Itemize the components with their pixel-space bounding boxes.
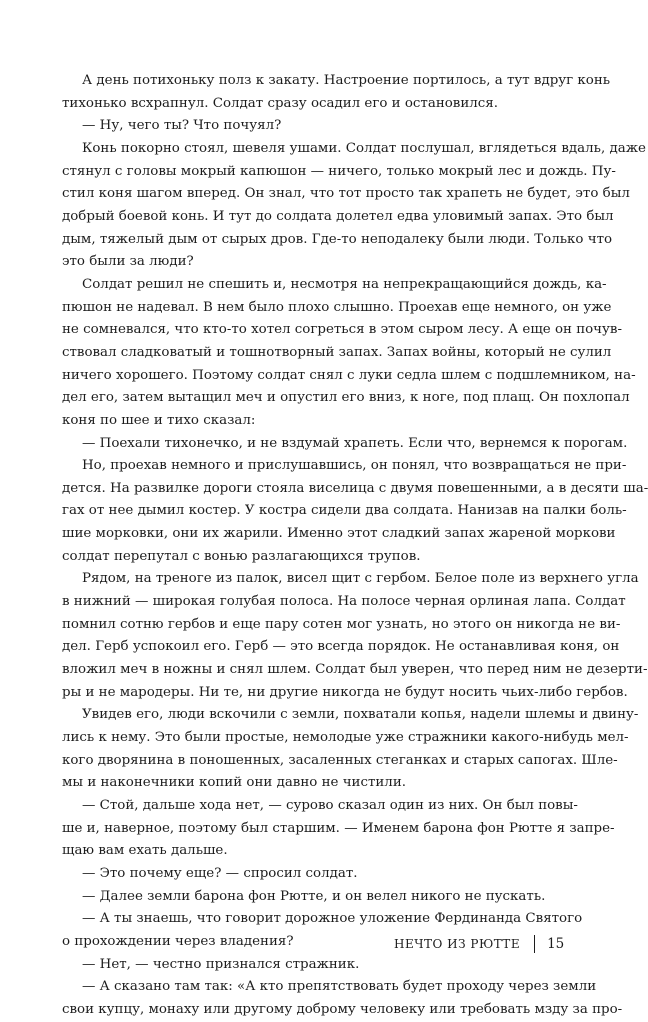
text-line: свои купцу, монаху или другому доброму человеку или требовать мзду за про- bbox=[62, 1001, 623, 1017]
paragraph bbox=[62, 70, 611, 115]
paragraph bbox=[62, 795, 615, 863]
text-line: дел. Герб успокоил его. Герб — это всегда порядок. Не останавливая коня, он bbox=[62, 639, 620, 655]
text-line: шие морковки, они их жарили. Именно этот сладкий запах жареной моркови bbox=[62, 526, 616, 542]
text-line: — А сказано там так: «А кто препятствовать будет проходу через земли bbox=[82, 979, 597, 995]
text-line: помнил сотню гербов и еще пару сотен мог узнать, но этого он никогда не ви- bbox=[62, 616, 621, 632]
text-line: стянул с головы мокрый капюшон — ничего, только мокрый лес и дождь. Пу- bbox=[62, 163, 616, 179]
text-line: тихонько всхрапнул. Солдат сразу осадил его и остановился. bbox=[62, 95, 498, 111]
text-line: это были за люди? bbox=[62, 254, 194, 270]
page-number: 15 bbox=[547, 936, 565, 952]
paragraph bbox=[62, 704, 639, 795]
running-title: НЕЧТО ИЗ РЮТТЕ bbox=[394, 937, 521, 951]
text-line: — Стой, дальше хода нет, — сурово сказал один из них. Он был повы- bbox=[82, 798, 578, 813]
body-text bbox=[62, 70, 648, 1022]
text-line: гах от нее дымил костер. У костра сидели два солдата. Нанизав на палки боль- bbox=[62, 503, 627, 519]
text-line: коня по шее и тихо сказал: bbox=[62, 412, 256, 428]
text-line: Рядом, на треноге из палок, висел щит с гербом. Белое поле из верхнего угла bbox=[82, 571, 639, 587]
paragraph bbox=[62, 568, 648, 704]
text-line: мы и наконечники копий они давно не чистили. bbox=[62, 775, 406, 791]
text-line: Увидев его, люди вскочили с земли, похватали копья, надели шлемы и двину- bbox=[82, 707, 639, 723]
text-line: стил коня шагом вперед. Он знал, что тот просто так храпеть не будет, это был bbox=[62, 186, 630, 202]
paragraph bbox=[62, 954, 572, 977]
footer-separator bbox=[534, 935, 535, 953]
paragraph bbox=[62, 886, 572, 909]
paragraph bbox=[62, 138, 646, 274]
text-line: дым, тяжелый дым от сырых дров. Где-то неподалеку были люди. Только что bbox=[62, 231, 613, 247]
text-line: ше и, наверное, поэтому был старшим. — Именем барона фон Рютте я запре- bbox=[62, 820, 615, 836]
page-footer bbox=[394, 933, 564, 955]
text-line: не сомневался, что кто-то хотел согреться в этом сыром лесу. А еще он почув- bbox=[62, 322, 622, 338]
text-line: Конь покорно стоял, шевеля ушами. Солдат послушал, вглядеться вдаль, даже bbox=[82, 140, 646, 156]
text-line: — А ты знаешь, что говорит дорожное уложение Фердинанда Святого bbox=[82, 911, 583, 927]
paragraph bbox=[62, 274, 636, 433]
text-line: А день потихоньку полз к закату. Настроение портилось, а тут вдруг конь bbox=[82, 73, 611, 88]
text-line: добрый боевой конь. И тут до солдата долетел едва уловимый запах. Это был bbox=[62, 208, 614, 224]
text-line: Солдат решил не спешить и, несмотря на непрекращающийся дождь, ка- bbox=[82, 276, 607, 292]
text-line: — Это почему еще? — спросил солдат. bbox=[82, 865, 358, 881]
text-line: дел его, затем вытащил меч и опустил его вниз, к ноге, под плащ. Он похлопал bbox=[62, 390, 630, 406]
text-line: — Нет, — честно признался стражник. bbox=[82, 956, 360, 972]
text-line: солдат перепутал с вонью разлагающихся трупов. bbox=[62, 548, 421, 564]
text-line: лись к нему. Это были простые, немолодые уже стражники какого-нибудь мел- bbox=[62, 730, 629, 746]
text-line: в нижний — широкая голубая полоса. На полосе черная орлиная лапа. Солдат bbox=[62, 594, 626, 610]
text-line: щаю вам ехать дальше. bbox=[62, 843, 228, 859]
text-line: вложил меч в ножны и снял шлем. Солдат был уверен, что перед ним не дезерти- bbox=[62, 662, 648, 678]
paragraph bbox=[62, 433, 628, 456]
text-line: о прохождении через владения? bbox=[62, 933, 294, 949]
text-line: ры и не мародеры. Ни те, ни другие никогда не будут носить чьих-либо гербов. bbox=[62, 684, 628, 700]
text-line: дется. На развилке дороги стояла виселица с двумя повешенными, а в десяти ша- bbox=[62, 480, 648, 496]
text-line: — Поехали тихонечко, и не вздумай храпеть. Если что, вернемся к порогам. bbox=[82, 435, 628, 451]
paragraph bbox=[62, 976, 623, 1021]
text-line: ствовал сладковатый и тошнотворный запах. Запах войны, который не сулил bbox=[62, 344, 612, 360]
paragraph bbox=[62, 115, 572, 138]
text-line: пюшон не надевал. В нем было плохо слышно. Проехав еще немного, он уже bbox=[62, 299, 612, 315]
paragraph bbox=[62, 455, 648, 568]
text-line: — Ну, чего ты? Что почуял? bbox=[82, 118, 282, 134]
text-line: Но, проехав немного и прислушавшись, он понял, что возвращаться не при- bbox=[82, 458, 627, 474]
text-line: — Далее земли барона фон Рютте, и он велел никого не пускать. bbox=[82, 888, 546, 904]
paragraph bbox=[62, 863, 572, 886]
text-line: ничего хорошего. Поэтому солдат снял с луки седла шлем с подшлемником, на- bbox=[62, 367, 636, 383]
text-line: кого дворянина в поношенных, засаленных стеганках и старых сапогах. Шле- bbox=[62, 752, 618, 768]
